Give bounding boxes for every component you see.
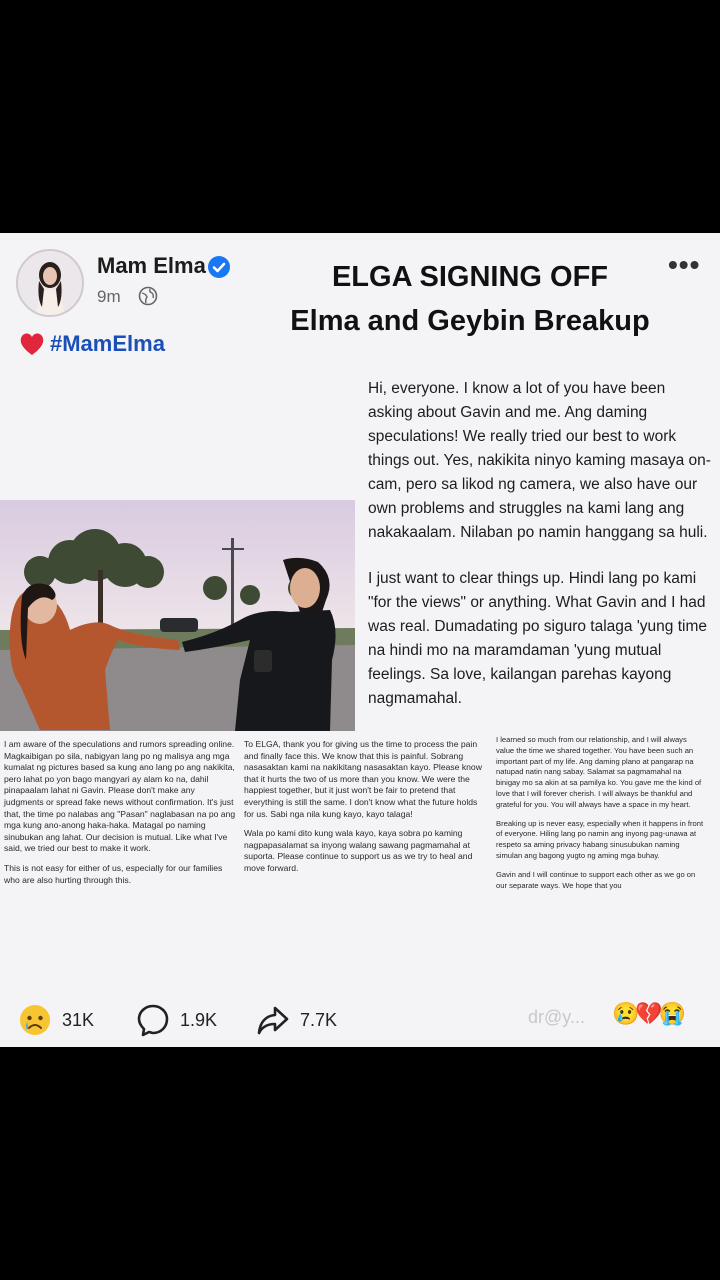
hashtag-link[interactable]: #MamElma bbox=[50, 331, 165, 356]
intro-paragraph: Hi, everyone. I know a lot of you have been asking about Gavin and me. Ang daming speculations! We really tried our best to work things out. Yes, nakikita ninyo kaming masaya on-cam, pero sa likod ng camera, we also have our own problems and struggles na kami lang ang nakakaalam. Nilaban po namin hanggang sa huli. bbox=[368, 380, 711, 541]
body-column-1 bbox=[4, 739, 236, 894]
body-paragraph: Breaking up is never easy, especially when it happens in front of everyone. Hiling lang po namin ang inyong pag-unawa at respeto sa aming privacy habang sinusubukan naming simulan ang bagong yugto ng aming mga buhay. bbox=[496, 818, 704, 860]
body-column-2 bbox=[244, 739, 488, 883]
comment-button[interactable] bbox=[136, 1003, 217, 1037]
author-name[interactable]: Mam Elma bbox=[97, 253, 206, 278]
share-icon bbox=[256, 1003, 290, 1037]
watermark: dr@y... bbox=[528, 1007, 585, 1027]
crying-emoji-icon: 😢 bbox=[612, 1001, 636, 1026]
share-count: 7.7K bbox=[300, 1009, 338, 1030]
globe-icon bbox=[138, 286, 158, 306]
subheadline: Elma and Geybin Breakup bbox=[290, 305, 650, 337]
broken-heart-emoji-icon: 💔 bbox=[635, 1001, 659, 1026]
action-bar bbox=[0, 993, 720, 1043]
body-paragraph: Wala po kami dito kung wala kayo, kaya sobra po kaming nagpapasalamat sa inyong walang sawang pagmamahal at suporta. Please continue to support us as we try to heal and move forward. bbox=[244, 828, 473, 873]
avatar-image bbox=[18, 251, 82, 315]
more-icon[interactable]: ••• bbox=[668, 249, 701, 280]
comment-count: 1.9K bbox=[180, 1009, 218, 1030]
verified-icon bbox=[207, 255, 231, 279]
body-column-3 bbox=[496, 735, 706, 979]
post-time: 9m bbox=[97, 287, 121, 306]
reaction-button[interactable] bbox=[18, 1003, 94, 1037]
share-button[interactable] bbox=[256, 1003, 337, 1037]
post-card bbox=[0, 233, 720, 1047]
avatar[interactable] bbox=[16, 249, 84, 317]
heart-icon bbox=[18, 331, 46, 357]
reaction-emojis bbox=[612, 1001, 682, 1027]
body-paragraph: Gavin and I will continue to support each other as we go on our separate ways. We hope that you bbox=[496, 869, 696, 890]
comment-icon bbox=[136, 1003, 170, 1037]
couple-photo[interactable] bbox=[0, 500, 355, 731]
sad-reaction-icon bbox=[18, 1003, 52, 1037]
body-paragraph: I am aware of the speculations and rumors spreading online. Magkaibigan po sila, nabigyan lang po ng malisya ang mga kumalat ng pictures based sa kung ano lang po ang nakikita, pero lahat po yon bago mangyari ay alam ko na, dahil pinapaalam lahat ni Gavin. Please don't make any judgments or spread fake news without confirmation. It's just that, the time po nalabas ang "Pasan" naglabasan na po ang mga kung ano-anong haka-haka. Matagal po naming sinubukan ang lahat. Our decision is mutual. Like what I've said, we tried our best to make it work. bbox=[4, 739, 236, 854]
couple-photo-image bbox=[0, 500, 355, 731]
sob-emoji-icon: 😭 bbox=[658, 1001, 683, 1026]
body-paragraph: I learned so much from our relationship, and I will always value the time we shared together. You have been such an important part of my life. Ang daming plano at pangarap na natupad natin nang sabay. Salamat sa pagmamahal na binigay mo sa akin at sa pamilya ko. You gave me the kind of love that I will forever cherish. I will always be thankful and grateful for you. You will always have a space in my heart. bbox=[496, 735, 702, 809]
reaction-count: 31K bbox=[62, 1009, 95, 1030]
intro-paragraph: I just want to clear things up. Hindi lang po kami "for the views" or anything. What Gavin and I had was real. Dumadating po siguro talaga 'yung time na hindi mo na maramdaman 'yung mutual feelings. Sa love, kailangan parehas kayong nagmamahal. bbox=[368, 570, 707, 707]
headline: ELGA SIGNING OFF bbox=[331, 261, 609, 293]
body-paragraph: To ELGA, thank you for giving us the time to process the pain and finally face this. We know that this is painful. Sobrang nasasaktan kami na nakikitang nasasaktan kayo. Please know that it hurts the two of us more than you know. We were the happiest together, but it just won't be fair to pretend that everything is still the same. I don't know what the future holds for us. Sabi nga nila kung kayo, kayo talaga! bbox=[244, 739, 482, 819]
intro-text bbox=[368, 377, 713, 733]
body-paragraph: This is not easy for either of us, especially for our families who are also hurting through this. bbox=[4, 862, 223, 885]
